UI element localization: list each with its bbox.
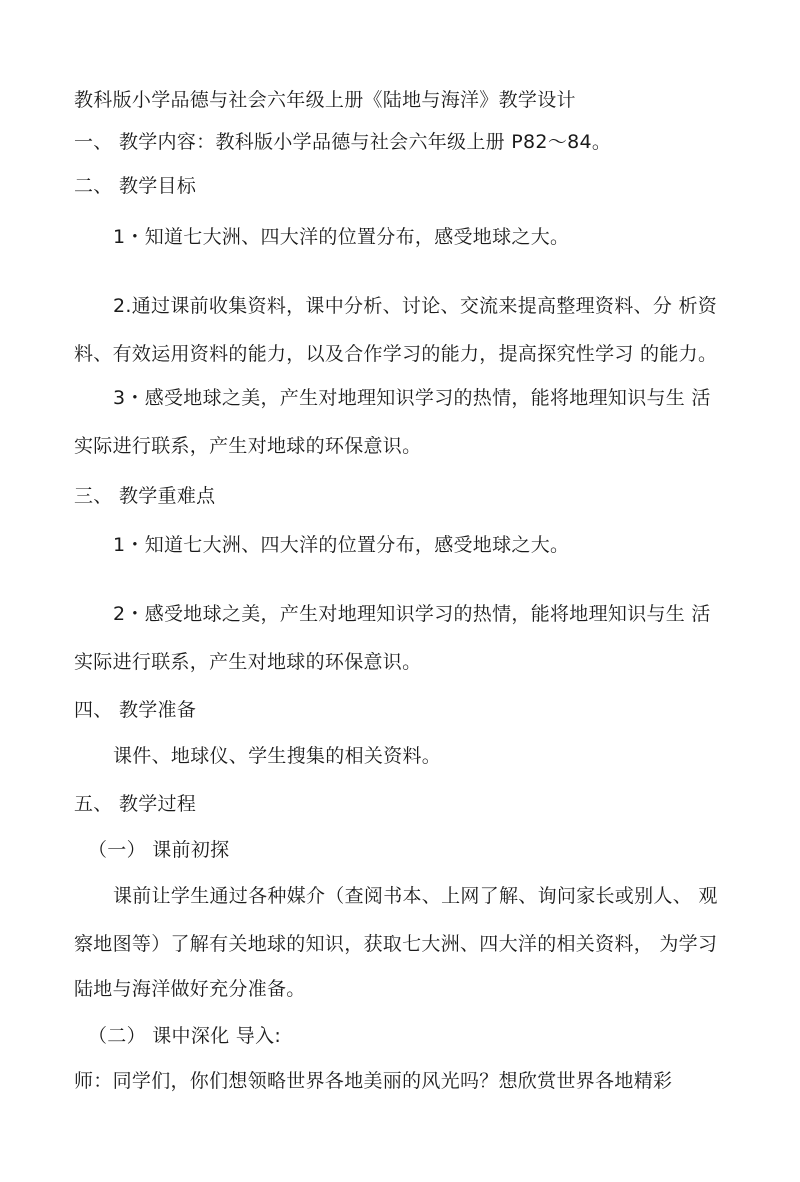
pre-class-paragraph-line-3: 陆地与海洋做好充分准备。 xyxy=(74,978,306,1000)
lesson-intro-line-1: 师：同学们，你们想领略世界各地美丽的风光吗？想欣赏世界各地精彩 xyxy=(74,1070,673,1092)
section-1-teaching-content: 一、 教学内容：教科版小学品德与社会六年级上册 P82～84。 xyxy=(74,131,612,153)
key-point-2-line-1: 2・感受地球之美，产生对地理知识学习的热情，能将地理知识与生 活 xyxy=(113,603,711,625)
section-4-heading: 四、 教学准备 xyxy=(74,699,197,721)
preparation-text: 课件、地球仪、学生搜集的相关资料。 xyxy=(113,745,442,767)
objective-3-line-2: 实际进行联系，产生对地球的环保意识。 xyxy=(74,435,422,457)
objective-2-line-1: 2.通过课前收集资料，课中分析、讨论、交流来提高整理资料、分 析资 xyxy=(113,295,718,317)
pre-class-paragraph-line-1: 课前让学生通过各种媒介（查阅书本、上网了解、询问家长或别人、 观 xyxy=(113,885,718,907)
subsection-1-heading: （一） 课前初探 xyxy=(88,839,230,861)
subsection-2-heading: （二） 课中深化 导入: xyxy=(88,1025,282,1047)
key-point-1: 1・知道七大洲、四大洋的位置分布，感受地球之大。 xyxy=(113,534,570,556)
objective-2-line-2: 料、有效运用资料的能力，以及合作学习的能力，提高探究性学习 的能力。 xyxy=(74,343,718,365)
objective-3-line-1: 3・感受地球之美，产生对地理知识学习的热情，能将地理知识与生 活 xyxy=(113,387,711,409)
key-point-2-line-2: 实际进行联系，产生对地球的环保意识。 xyxy=(74,651,422,673)
document-title: 教科版小学品德与社会六年级上册《陆地与海洋》教学设计 xyxy=(74,89,576,111)
pre-class-paragraph-line-2: 察地图等）了解有关地球的知识，获取七大洲、四大洋的相关资料， 为学习 xyxy=(74,933,718,955)
section-3-heading: 三、 教学重难点 xyxy=(74,485,216,507)
objective-1: 1・知道七大洲、四大洋的位置分布，感受地球之大。 xyxy=(113,226,570,248)
section-5-heading: 五、 教学过程 xyxy=(74,793,197,815)
section-2-heading: 二、 教学目标 xyxy=(74,175,197,197)
